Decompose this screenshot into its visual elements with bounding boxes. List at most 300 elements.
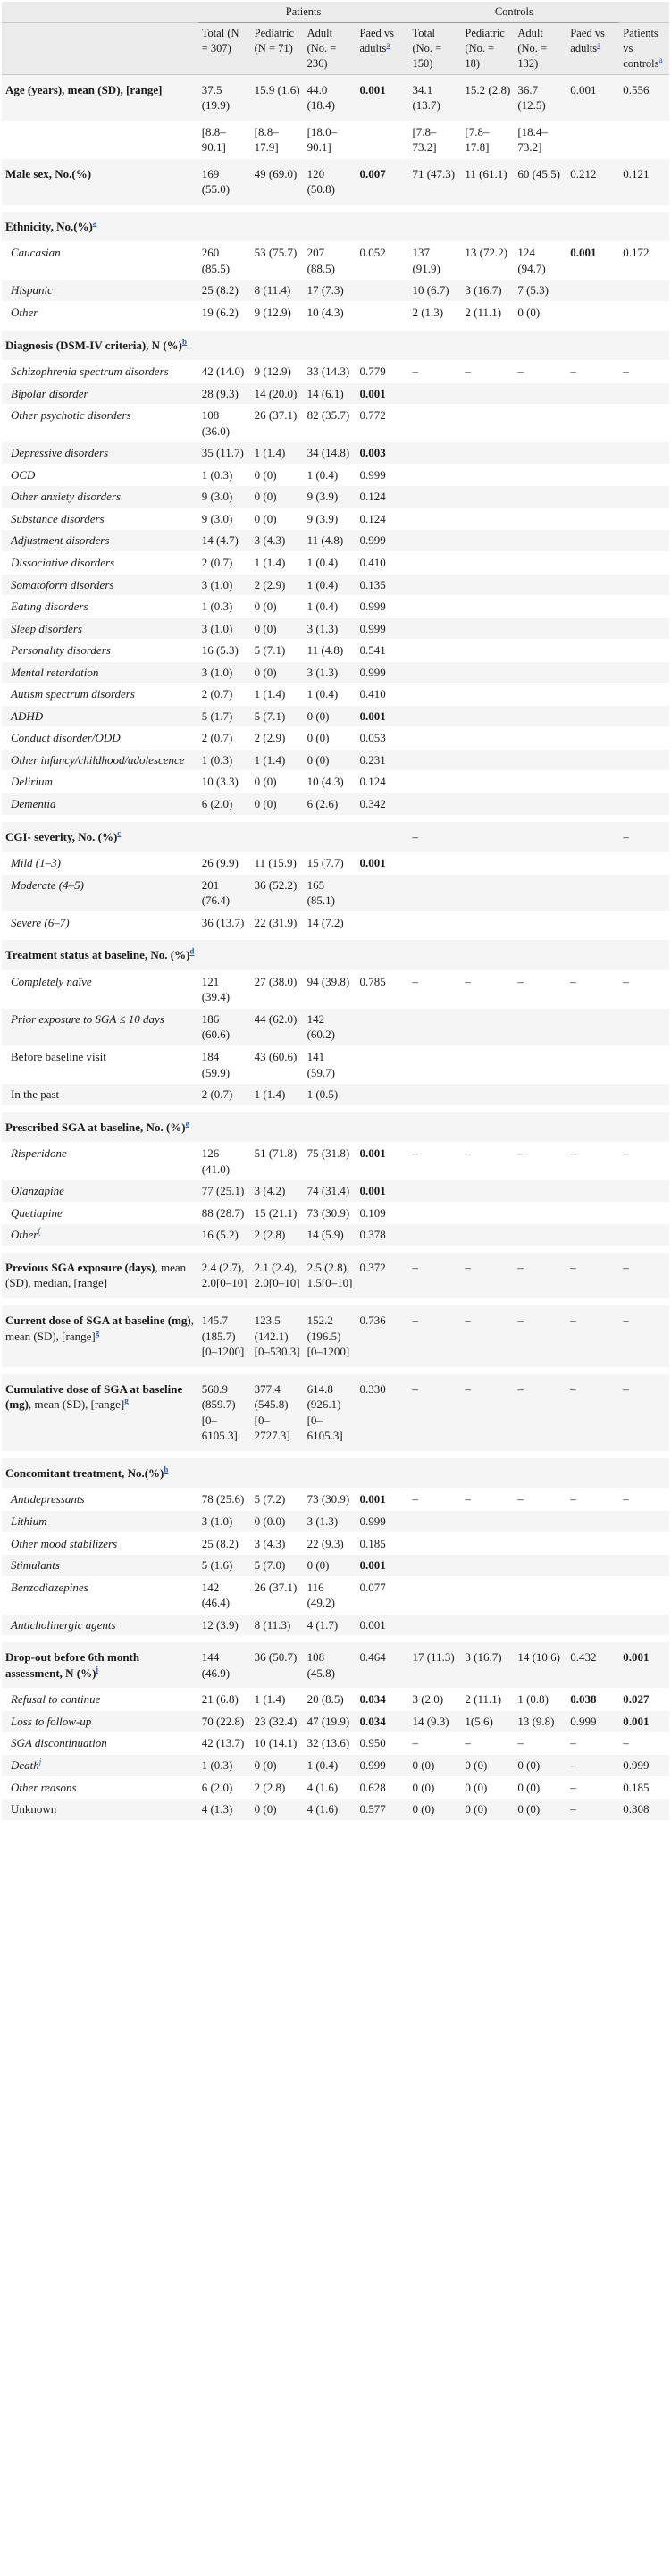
table-cell: 0.999 bbox=[356, 530, 409, 552]
table-cell bbox=[619, 1555, 669, 1577]
table-cell: 9 (3.0) bbox=[198, 508, 251, 530]
column-header-7 bbox=[514, 22, 566, 74]
footnote-link[interactable]: a bbox=[597, 39, 601, 49]
table-cell bbox=[566, 1532, 619, 1555]
table-cell bbox=[566, 940, 619, 971]
table-cell bbox=[461, 1202, 514, 1224]
table-cell: 1 (0.8) bbox=[514, 1689, 566, 1711]
table-spacer-row bbox=[2, 1105, 669, 1112]
row-label bbox=[2, 596, 198, 618]
row-label bbox=[2, 705, 198, 727]
table-spacer-row bbox=[2, 1299, 669, 1305]
footnote-link[interactable]: e bbox=[185, 1119, 189, 1129]
table-cell: 0.001 bbox=[356, 1143, 409, 1180]
table-cell: 0 (0) bbox=[251, 508, 304, 530]
table-cell: 9 (3.9) bbox=[304, 486, 356, 508]
table-cell: 1 (0.3) bbox=[198, 596, 251, 618]
table-cell: 16 (5.2) bbox=[198, 1224, 251, 1246]
table-cell bbox=[408, 382, 461, 405]
table-cell bbox=[566, 211, 619, 242]
table-cell: 0.772 bbox=[356, 405, 409, 442]
row-label bbox=[2, 1305, 198, 1368]
table-row bbox=[2, 242, 669, 280]
table-cell: 6 (2.0) bbox=[198, 793, 251, 816]
table-cell bbox=[566, 1180, 619, 1203]
table-cell: 0.001 bbox=[356, 74, 409, 121]
row-label-text: Other bbox=[11, 1228, 38, 1242]
row-label bbox=[2, 301, 198, 323]
table-cell bbox=[461, 640, 514, 662]
table-row bbox=[2, 1776, 669, 1799]
table-cell bbox=[461, 793, 514, 816]
footnote-link[interactable]: b bbox=[181, 337, 187, 347]
table-cell bbox=[461, 574, 514, 596]
table-cell: 614.8 (926.1) [0–6105.3] bbox=[304, 1373, 356, 1451]
table-cell bbox=[461, 1555, 514, 1577]
table-cell bbox=[356, 121, 409, 158]
table-cell bbox=[356, 1084, 409, 1106]
table-cell: 2 (0.7) bbox=[198, 551, 251, 574]
row-label bbox=[2, 211, 198, 242]
footnote-link[interactable]: a bbox=[92, 218, 97, 228]
table-cell: 184 (59.9) bbox=[198, 1046, 251, 1084]
table-cell: 1 (0.4) bbox=[304, 1754, 356, 1776]
row-label bbox=[2, 970, 198, 1008]
table-cell bbox=[514, 661, 566, 684]
table-cell: 36 (50.7) bbox=[251, 1642, 304, 1689]
footnote-link[interactable]: c bbox=[117, 828, 122, 838]
table-cell bbox=[408, 705, 461, 727]
footnote-link[interactable]: h bbox=[164, 1464, 169, 1474]
table-cell bbox=[408, 1614, 461, 1636]
table-spacer-row bbox=[2, 1367, 669, 1373]
table-cell bbox=[566, 574, 619, 596]
table-cell: 53 (75.7) bbox=[251, 242, 304, 280]
footnote-marker bbox=[186, 1119, 189, 1128]
footnote-link[interactable]: d bbox=[189, 946, 195, 956]
table-cell: 75 (31.8) bbox=[304, 1143, 356, 1180]
table-cell bbox=[408, 211, 461, 242]
table-cell bbox=[408, 793, 461, 816]
row-label-text: Dementia bbox=[11, 797, 56, 810]
row-label bbox=[2, 1224, 198, 1246]
table-cell: – bbox=[566, 1754, 619, 1776]
table-cell: 0.001 bbox=[619, 1642, 669, 1689]
table-cell bbox=[619, 1084, 669, 1106]
table-cell: 0.172 bbox=[619, 242, 669, 280]
table-cell: 11 (15.9) bbox=[251, 852, 304, 875]
footnote-link[interactable]: g bbox=[95, 1328, 100, 1338]
table-cell bbox=[566, 661, 619, 684]
table-cell bbox=[514, 1224, 566, 1246]
table-cell bbox=[619, 301, 669, 323]
table-cell: 74 (31.4) bbox=[304, 1180, 356, 1203]
table-cell: 2.5 (2.8), 1.5[0–10] bbox=[304, 1252, 356, 1298]
table-cell bbox=[566, 1224, 619, 1246]
table-cell bbox=[408, 1084, 461, 1106]
column-header-label: Adult (No. = 132) bbox=[517, 26, 548, 70]
table-cell: 0.001 bbox=[356, 705, 409, 727]
table-cell: 3 (1.0) bbox=[198, 1510, 251, 1532]
table-cell: 0.372 bbox=[356, 1252, 409, 1298]
footnote-marker bbox=[659, 55, 663, 63]
table-cell bbox=[514, 640, 566, 662]
table-cell: 0 (0) bbox=[408, 1754, 461, 1776]
table-cell bbox=[619, 211, 669, 242]
table-cell bbox=[514, 1614, 566, 1636]
table-cell: – bbox=[619, 970, 669, 1008]
table-cell: 1 (1.4) bbox=[251, 551, 304, 574]
row-label bbox=[2, 1373, 198, 1451]
row-label bbox=[2, 1689, 198, 1711]
footnote-link[interactable]: j bbox=[38, 1757, 42, 1766]
row-label bbox=[2, 1799, 198, 1821]
table-cell: 141 (59.7) bbox=[304, 1046, 356, 1084]
table-cell bbox=[566, 684, 619, 706]
table-cell bbox=[408, 1008, 461, 1045]
table-row bbox=[2, 1733, 669, 1755]
table-cell bbox=[566, 1008, 619, 1045]
table-row bbox=[2, 1799, 669, 1821]
row-label-text: Dissociative disorders bbox=[11, 555, 115, 569]
table-cell: 123.5 (142.1) [0–530.3] bbox=[251, 1305, 304, 1368]
table-cell: – bbox=[619, 1143, 669, 1180]
table-row bbox=[2, 1202, 669, 1224]
table-cell: 0 (0) bbox=[514, 1776, 566, 1799]
table-cell bbox=[619, 486, 669, 508]
table-cell: 11 (4.8) bbox=[304, 530, 356, 552]
table-cell: 0.027 bbox=[619, 1689, 669, 1711]
table-cell bbox=[566, 793, 619, 816]
table-cell: 8 (11.3) bbox=[251, 1614, 304, 1636]
table-cell bbox=[619, 940, 669, 971]
footnote-link[interactable]: a bbox=[658, 55, 663, 64]
table-cell: 32 (13.6) bbox=[304, 1733, 356, 1755]
table-cell: 28 (9.3) bbox=[198, 382, 251, 405]
table-cell bbox=[408, 1457, 461, 1489]
table-cell: [8.8–17.9] bbox=[251, 121, 304, 158]
table-cell bbox=[619, 464, 669, 486]
table-cell bbox=[514, 1202, 566, 1224]
table-row bbox=[2, 442, 669, 465]
table-cell: 15.9 (1.6) bbox=[251, 74, 304, 121]
table-cell: [18.4–73.2] bbox=[514, 121, 566, 158]
table-cell bbox=[461, 330, 514, 361]
footnote-link[interactable]: g bbox=[124, 1396, 129, 1405]
table-cell bbox=[408, 852, 461, 875]
row-label-text: OCD bbox=[11, 467, 36, 482]
table-cell bbox=[514, 793, 566, 816]
table-cell bbox=[619, 640, 669, 662]
row-label-text: Olanzapine bbox=[11, 1184, 64, 1198]
table-cell bbox=[198, 1112, 251, 1143]
table-cell bbox=[566, 596, 619, 618]
table-cell bbox=[566, 1555, 619, 1577]
table-cell bbox=[408, 617, 461, 640]
column-header-label: Paed vs adults bbox=[359, 26, 395, 55]
table-cell: 0.541 bbox=[356, 640, 409, 662]
table-cell: – bbox=[566, 361, 619, 383]
table-cell bbox=[514, 442, 566, 465]
table-section-row bbox=[2, 1252, 669, 1298]
row-label-text: Delirium bbox=[11, 775, 53, 789]
table-cell: 0 (0) bbox=[251, 617, 304, 640]
table-cell: 560.9 (859.7) [0–6105.3] bbox=[198, 1373, 251, 1451]
row-label-text: Previous SGA exposure (days) bbox=[5, 1260, 155, 1274]
table-row bbox=[2, 382, 669, 405]
table-cell: 6 (2.6) bbox=[304, 793, 356, 816]
table-cell: 8 (11.4) bbox=[251, 280, 304, 302]
table-spacer-row bbox=[2, 1451, 669, 1457]
row-label-text: Drop-out before 6th month assessment, N (%) bbox=[5, 1650, 140, 1680]
table-cell bbox=[619, 405, 669, 442]
table-cell: – bbox=[408, 1733, 461, 1755]
table-cell bbox=[461, 1084, 514, 1106]
table-cell bbox=[461, 464, 514, 486]
table-cell: – bbox=[408, 1305, 461, 1368]
table-cell: 0.432 bbox=[566, 1642, 619, 1689]
table-cell: 37.5 (19.9) bbox=[198, 74, 251, 121]
table-section-row bbox=[2, 1112, 669, 1143]
table-cell bbox=[566, 821, 619, 852]
table-cell bbox=[619, 1532, 669, 1555]
table-cell: 23 (32.4) bbox=[251, 1710, 304, 1733]
table-cell: 0 (0) bbox=[461, 1799, 514, 1821]
table-cell: – bbox=[461, 970, 514, 1008]
table-cell bbox=[619, 1614, 669, 1636]
row-label bbox=[2, 1710, 198, 1733]
table-cell: 14 (4.7) bbox=[198, 530, 251, 552]
table-cell: 0 (0) bbox=[514, 1754, 566, 1776]
row-label bbox=[2, 1532, 198, 1555]
table-cell bbox=[514, 749, 566, 771]
table-cell: 36.7 (12.5) bbox=[514, 74, 566, 121]
row-label bbox=[2, 793, 198, 816]
table-spacer-row bbox=[2, 1636, 669, 1642]
table-cell bbox=[514, 574, 566, 596]
table-row bbox=[2, 574, 669, 596]
table-section-row bbox=[2, 1457, 669, 1489]
table-cell: 2 (0.7) bbox=[198, 684, 251, 706]
table-cell bbox=[356, 911, 409, 934]
table-cell bbox=[461, 1180, 514, 1203]
footnote-link[interactable]: f bbox=[38, 1227, 40, 1237]
table-cell bbox=[461, 1046, 514, 1084]
table-cell: 0.124 bbox=[356, 508, 409, 530]
table-cell bbox=[408, 661, 461, 684]
table-cell: 2 (2.9) bbox=[251, 727, 304, 750]
table-cell bbox=[566, 464, 619, 486]
footnote-marker bbox=[117, 828, 121, 837]
row-label bbox=[2, 551, 198, 574]
table-cell: – bbox=[514, 1733, 566, 1755]
table-cell bbox=[514, 1532, 566, 1555]
table-cell bbox=[514, 1555, 566, 1577]
table-cell: 13 (9.8) bbox=[514, 1710, 566, 1733]
table-cell bbox=[461, 551, 514, 574]
table-cell: 1 (0.3) bbox=[198, 464, 251, 486]
table-cell: – bbox=[408, 1252, 461, 1298]
column-header-5 bbox=[408, 22, 461, 74]
table-cell bbox=[566, 530, 619, 552]
table-cell bbox=[408, 1180, 461, 1203]
footnote-marker bbox=[93, 218, 97, 227]
table-row bbox=[2, 1532, 669, 1555]
footnote-link[interactable]: i bbox=[96, 1665, 98, 1674]
row-label bbox=[2, 1046, 198, 1084]
table-cell bbox=[461, 874, 514, 911]
table-cell: 2 (1.3) bbox=[408, 301, 461, 323]
table-cell bbox=[461, 911, 514, 934]
table-cell: 0.577 bbox=[356, 1799, 409, 1821]
table-section-row bbox=[2, 940, 669, 971]
table-cell: – bbox=[408, 1143, 461, 1180]
table-cell: 10 (14.1) bbox=[251, 1733, 304, 1755]
table-cell: 6 (2.0) bbox=[198, 1776, 251, 1799]
row-label bbox=[2, 486, 198, 508]
table-cell bbox=[461, 596, 514, 618]
table-cell: 17 (7.3) bbox=[304, 280, 356, 302]
table-cell: 0 (0) bbox=[304, 1555, 356, 1577]
table-cell bbox=[198, 330, 251, 361]
table-cell bbox=[356, 1112, 409, 1143]
table-cell: 1 (0.4) bbox=[304, 574, 356, 596]
table-row bbox=[2, 1510, 669, 1532]
row-label-text: Refusal to continue bbox=[11, 1692, 101, 1707]
table-cell: – bbox=[566, 1252, 619, 1298]
footnote-link[interactable]: a bbox=[386, 39, 390, 49]
table-cell: 0 (0) bbox=[304, 727, 356, 750]
row-label bbox=[2, 874, 198, 911]
footnote-marker bbox=[96, 1665, 98, 1674]
table-cell: 0.003 bbox=[356, 442, 409, 465]
row-label-text: Risperidone bbox=[11, 1146, 67, 1161]
table-cell: 0.053 bbox=[356, 727, 409, 750]
table-cell bbox=[304, 330, 356, 361]
footnote-marker bbox=[182, 337, 187, 346]
table-cell: 0 (0) bbox=[514, 301, 566, 323]
table-cell bbox=[566, 1614, 619, 1636]
row-label bbox=[2, 1754, 198, 1776]
table-cell: 1 (0.5) bbox=[304, 1084, 356, 1106]
table-cell: – bbox=[408, 970, 461, 1008]
table-cell bbox=[619, 121, 669, 158]
table-cell: 0.077 bbox=[356, 1576, 409, 1614]
table-row bbox=[2, 1614, 669, 1636]
table-row bbox=[2, 301, 669, 323]
table-cell bbox=[619, 1046, 669, 1084]
row-label bbox=[2, 74, 198, 121]
table-cell bbox=[461, 771, 514, 793]
table-cell: – bbox=[514, 1489, 566, 1511]
table-cell: 78 (25.6) bbox=[198, 1489, 251, 1511]
table-row bbox=[2, 1180, 669, 1203]
table-cell bbox=[566, 551, 619, 574]
table-cell bbox=[619, 1112, 669, 1143]
table-cell: 2 (0.7) bbox=[198, 1084, 251, 1106]
table-cell: 10 (4.3) bbox=[304, 301, 356, 323]
row-label bbox=[2, 242, 198, 280]
table-cell: 2 (0.7) bbox=[198, 727, 251, 750]
table-spacer-row bbox=[2, 934, 669, 940]
table-cell: 34.1 (13.7) bbox=[408, 74, 461, 121]
table-cell: 0.001 bbox=[356, 1555, 409, 1577]
table-cell bbox=[619, 705, 669, 727]
row-label-text: Before baseline visit bbox=[11, 1050, 106, 1064]
table-cell bbox=[619, 530, 669, 552]
table-cell: 3 (4.3) bbox=[251, 1532, 304, 1555]
table-cell bbox=[461, 1614, 514, 1636]
table-cell: 137 (91.9) bbox=[408, 242, 461, 280]
footnote-marker bbox=[597, 40, 600, 49]
table-cell bbox=[514, 911, 566, 934]
row-label-text: Stimulants bbox=[11, 1558, 60, 1573]
table-cell: – bbox=[408, 1373, 461, 1451]
table-cell: 0.001 bbox=[356, 1489, 409, 1511]
table-row bbox=[2, 1576, 669, 1614]
table-cell: 1 (0.4) bbox=[304, 464, 356, 486]
patients-group-header: Patients bbox=[198, 2, 409, 22]
table-cell: – bbox=[461, 1305, 514, 1368]
table-cell: 73 (30.9) bbox=[304, 1489, 356, 1511]
table-cell bbox=[461, 405, 514, 442]
table-cell: 71 (47.3) bbox=[408, 158, 461, 205]
table-cell bbox=[251, 330, 304, 361]
table-cell bbox=[514, 727, 566, 750]
row-label bbox=[2, 464, 198, 486]
table-cell bbox=[514, 1084, 566, 1106]
table-cell: 145.7 (185.7) [0–1200] bbox=[198, 1305, 251, 1368]
table-cell: 14 (10.6) bbox=[514, 1642, 566, 1689]
row-label-text: Prescribed SGA at baseline, No. (%) bbox=[5, 1120, 186, 1134]
table-cell bbox=[514, 771, 566, 793]
column-header-1 bbox=[198, 22, 251, 74]
table-cell: – bbox=[566, 1143, 619, 1180]
table-cell bbox=[408, 1202, 461, 1224]
table-cell: 0.124 bbox=[356, 486, 409, 508]
table-cell bbox=[304, 211, 356, 242]
row-label bbox=[2, 749, 198, 771]
row-label-text: In the past bbox=[11, 1087, 60, 1102]
table-cell bbox=[356, 301, 409, 323]
table-cell: – bbox=[461, 1143, 514, 1180]
table-cell: 5 (7.2) bbox=[251, 1489, 304, 1511]
table-cell: 4 (1.6) bbox=[304, 1799, 356, 1821]
table-cell: 36 (13.7) bbox=[198, 911, 251, 934]
table-cell: 7 (5.3) bbox=[514, 280, 566, 302]
row-label bbox=[2, 940, 198, 971]
table-cell: – bbox=[514, 361, 566, 383]
table-cell: 14 (7.2) bbox=[304, 911, 356, 934]
table-cell bbox=[461, 486, 514, 508]
table-cell bbox=[461, 661, 514, 684]
table-cell bbox=[408, 405, 461, 442]
row-label-text: Severe (6–7) bbox=[11, 915, 70, 929]
table-cell bbox=[356, 330, 409, 361]
table-cell: 73 (30.9) bbox=[304, 1202, 356, 1224]
table-cell bbox=[514, 1510, 566, 1532]
row-label-text: Eating disorders bbox=[11, 600, 88, 614]
row-label-text: Depressive disorders bbox=[11, 446, 109, 460]
table-cell bbox=[619, 617, 669, 640]
table-cell bbox=[566, 405, 619, 442]
table-cell bbox=[619, 661, 669, 684]
table-cell: 3 (1.3) bbox=[304, 617, 356, 640]
table-cell: 3 (16.7) bbox=[461, 1642, 514, 1689]
table-cell: 47 (19.9) bbox=[304, 1710, 356, 1733]
table-cell: 1 (1.4) bbox=[251, 749, 304, 771]
table-cell bbox=[514, 821, 566, 852]
